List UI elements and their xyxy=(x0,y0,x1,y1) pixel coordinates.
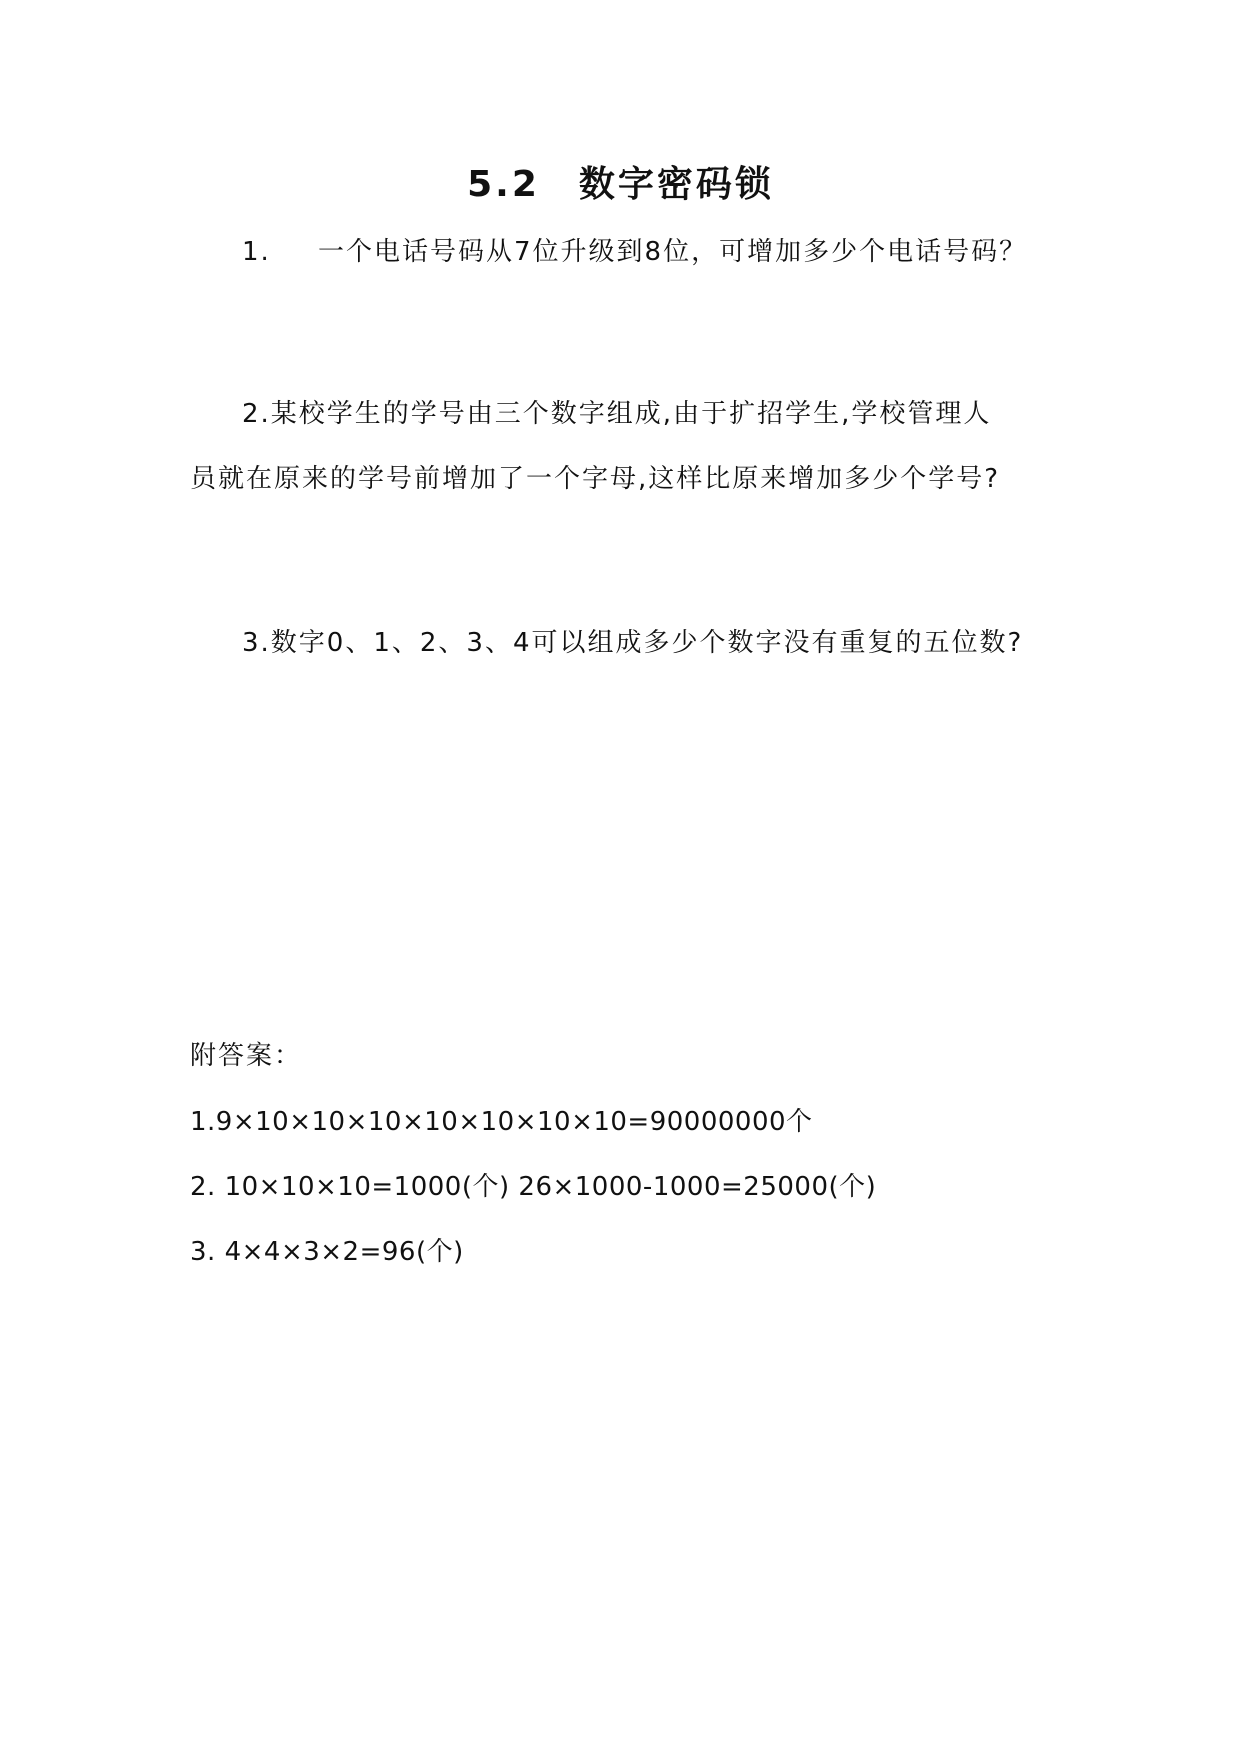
answer-2: 2. 10×10×10=1000(个) 26×1000-1000=25000(个) xyxy=(190,1172,877,1202)
answers-heading: 附答案： xyxy=(190,1041,303,1071)
answer-1: 1.9×10×10×10×10×10×10×10=90000000个 xyxy=(190,1107,813,1137)
question-3-text: 3.数字0、1、2、3、4可以组成多少个数字没有重复的五位数? xyxy=(242,628,1024,658)
question-1-text: 一个电话号码从7位升级到8位，可增加多少个电话号码？ xyxy=(318,237,1028,267)
question-2-line-2: 员就在原来的学号前增加了一个字母,这样比原来增加多少个学号? xyxy=(190,464,1001,494)
question-2-line-1: 2.某校学生的学号由三个数字组成,由于扩招学生,学校管理人 xyxy=(242,399,992,429)
answer-3: 3. 4×4×3×2=96(个) xyxy=(190,1237,464,1267)
page-title: 5.2 数字密码锁 xyxy=(467,164,774,205)
question-1-number: 1. xyxy=(242,237,271,267)
